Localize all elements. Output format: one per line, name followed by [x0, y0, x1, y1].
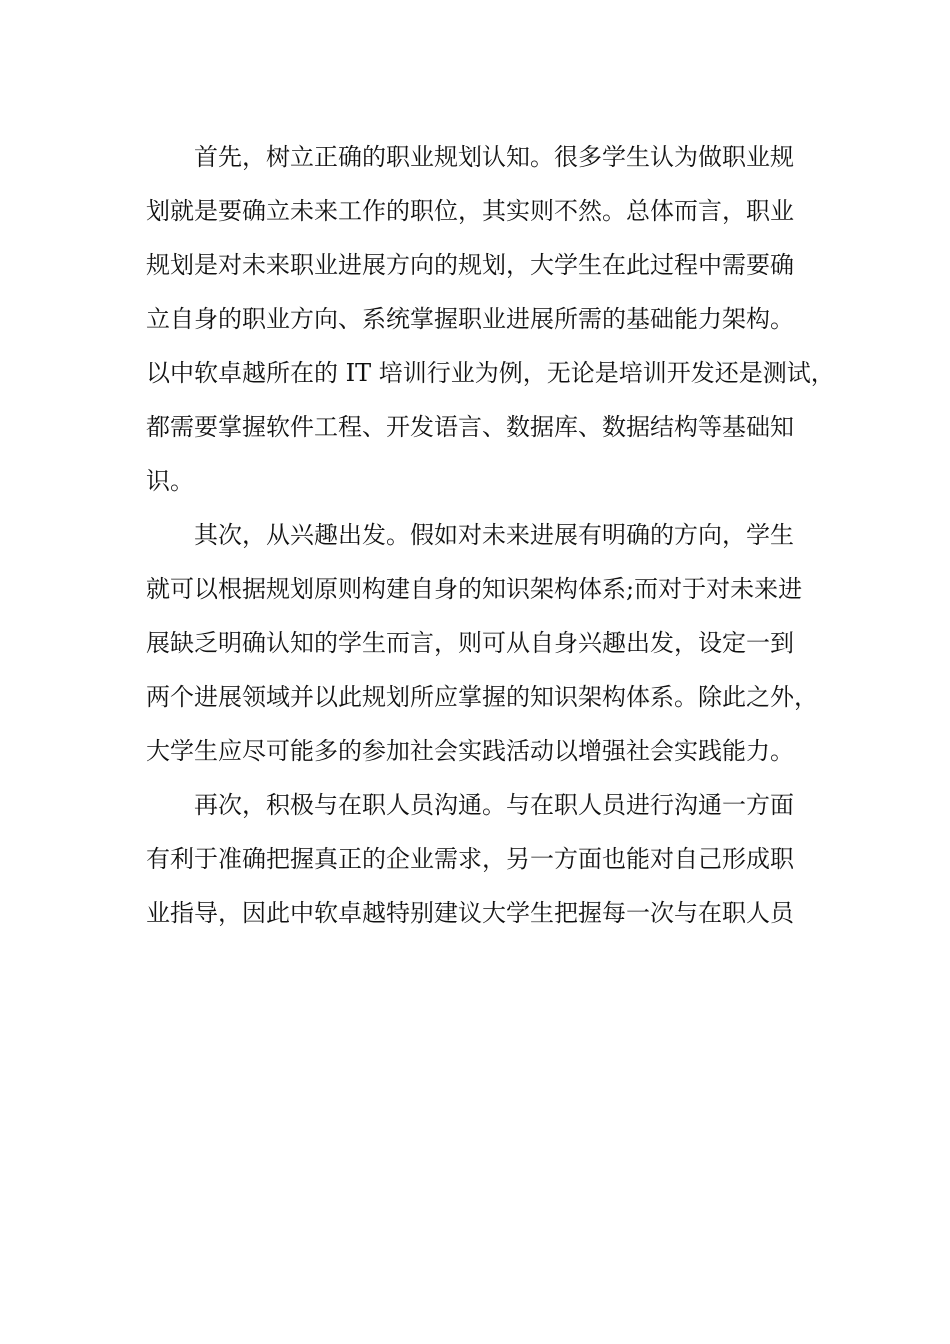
paragraph-1-line-3: 规划是对未来职业进展方向的规划，大学生在此过程中需要确	[146, 251, 794, 279]
paragraph-2-line-2: 就可以根据规划原则构建自身的知识架构体系;而对于对未来进	[146, 575, 803, 603]
paragraph-1-line-1: 首先，树立正确的职业规划认知。很多学生认为做职业规	[194, 143, 794, 171]
paragraph-1-line-5: 以中软卓越所在的 IT 培训行业为例，无论是培训开发还是测试，	[146, 359, 835, 387]
paragraph-1-line-6: 都需要掌握软件工程、开发语言、数据库、数据结构等基础知	[146, 413, 794, 441]
paragraph-2-line-5: 大学生应尽可能多的参加社会实践活动以增强社会实践能力。	[146, 737, 794, 765]
paragraph-1-line-4: 立自身的职业方向、系统掌握职业进展所需的基础能力架构。	[146, 305, 794, 333]
paragraph-3-line-1: 再次，积极与在职人员沟通。与在职人员进行沟通一方面	[194, 791, 794, 819]
paragraph-2-line-3: 展缺乏明确认知的学生而言，则可从自身兴趣出发，设定一到	[146, 629, 794, 657]
paragraph-1-line-2: 划就是要确立未来工作的职位，其实则不然。总体而言，职业	[146, 197, 794, 225]
paragraph-1-line-7: 识。	[146, 467, 194, 495]
paragraph-3-line-2: 有利于准确把握真正的企业需求，另一方面也能对自己形成职	[146, 845, 794, 873]
paragraph-2-line-1: 其次，从兴趣出发。假如对未来进展有明确的方向，学生	[194, 521, 794, 549]
paragraph-3-line-3: 业指导，因此中软卓越特别建议大学生把握每一次与在职人员	[146, 899, 794, 927]
body-text	[146, 130, 835, 940]
paragraph-2-line-4: 两个进展领域并以此规划所应掌握的知识架构体系。除此之外，	[146, 683, 818, 711]
